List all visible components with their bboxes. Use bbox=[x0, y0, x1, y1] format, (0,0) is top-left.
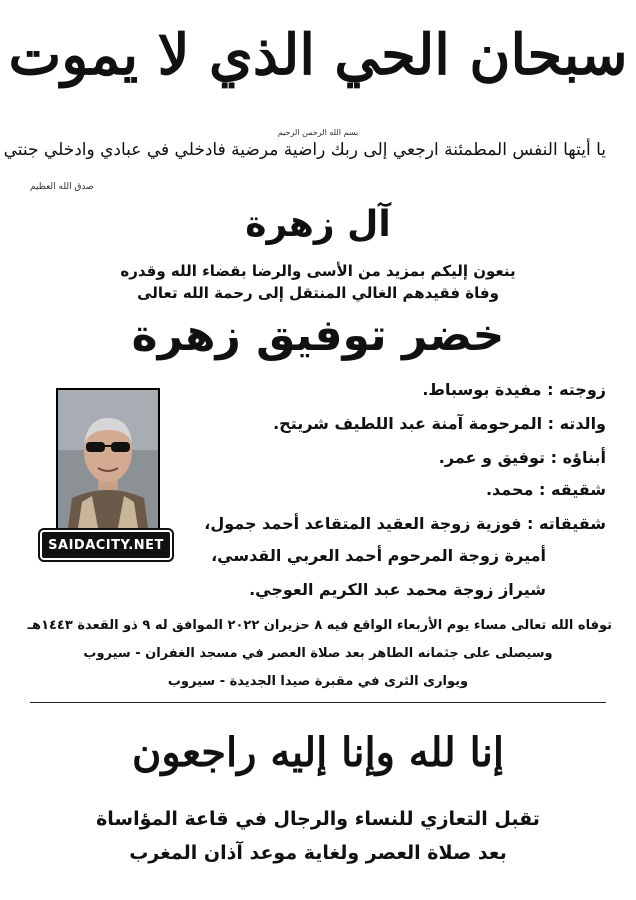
portrait-image bbox=[58, 390, 158, 528]
relative-sister-3: شيراز زوجة محمد عبد الكريم العوجي. bbox=[249, 580, 546, 599]
announcement-line-1: ينعون إليكم بمزيد من الأسى والرضا بقضاء الله وقدره bbox=[120, 262, 516, 280]
basmala: بسم الله الرحمن الرحيم bbox=[277, 128, 359, 137]
death-info-line-1: توفاه الله تعالى مساء يوم الأربعاء الواقع فيه ٨ حزيران ٢٠٢٢ الموافق له ٩ ذو القعدة ١٤٤٣هـ bbox=[27, 618, 612, 633]
announcement-line-2: وفاة فقيدهم الغالي المنتقل إلى رحمة الله تعالى bbox=[137, 284, 499, 302]
deceased-photo bbox=[56, 388, 160, 530]
relative-wife: زوجته : مفيدة بوسباط. bbox=[422, 380, 606, 399]
relative-mother: والدته : المرحومة آمنة عبد اللطيف شريتح. bbox=[273, 414, 606, 433]
footer-calligraphy-text: إنا لله وإنا إليه راجعون bbox=[131, 728, 505, 776]
relative-brother: شقيقه : محمد. bbox=[485, 480, 606, 499]
death-info-line-3: ويوارى الثرى في مقبرة صيدا الجديدة - سيروب bbox=[167, 674, 469, 689]
family-name: آل زهرة bbox=[245, 204, 391, 245]
deceased-name: خضر توفيق زهرة bbox=[131, 310, 505, 361]
relative-sons: أبناؤه : توفيق و عمر. bbox=[438, 448, 606, 467]
verse-source: صدق الله العظيم bbox=[30, 182, 94, 192]
header-calligraphy-text: سبحان الحي الذي لا يموت bbox=[8, 22, 628, 88]
header-calligraphy bbox=[8, 10, 628, 100]
relative-sister-2: أميرة زوجة المرحوم أحمد العربي القدسي، bbox=[211, 546, 546, 565]
relative-sister-1: شقيقاته : فوزية زوجة العقيد المتقاعد أحمد جمول، bbox=[204, 514, 606, 533]
death-info-line-2: وسيصلى على جثمانه الطاهر بعد صلاة العصر في مسجد الغفران - سيروب bbox=[83, 646, 553, 661]
condolence-line-1: تقبل التعازي للنساء والرجال في قاعة المؤاساة bbox=[96, 808, 540, 830]
quran-verse: يا أيتها النفس المطمئنة ارجعي إلى ربك راضية مرضية فادخلي في عبادي وادخلي جنتي bbox=[3, 140, 606, 160]
section-divider bbox=[30, 702, 606, 703]
condolence-line-2: بعد صلاة العصر ولغاية موعد آذان المغرب bbox=[129, 842, 507, 864]
watermark-badge: SAIDACITY.NET bbox=[40, 530, 172, 560]
footer-calligraphy bbox=[131, 712, 505, 792]
